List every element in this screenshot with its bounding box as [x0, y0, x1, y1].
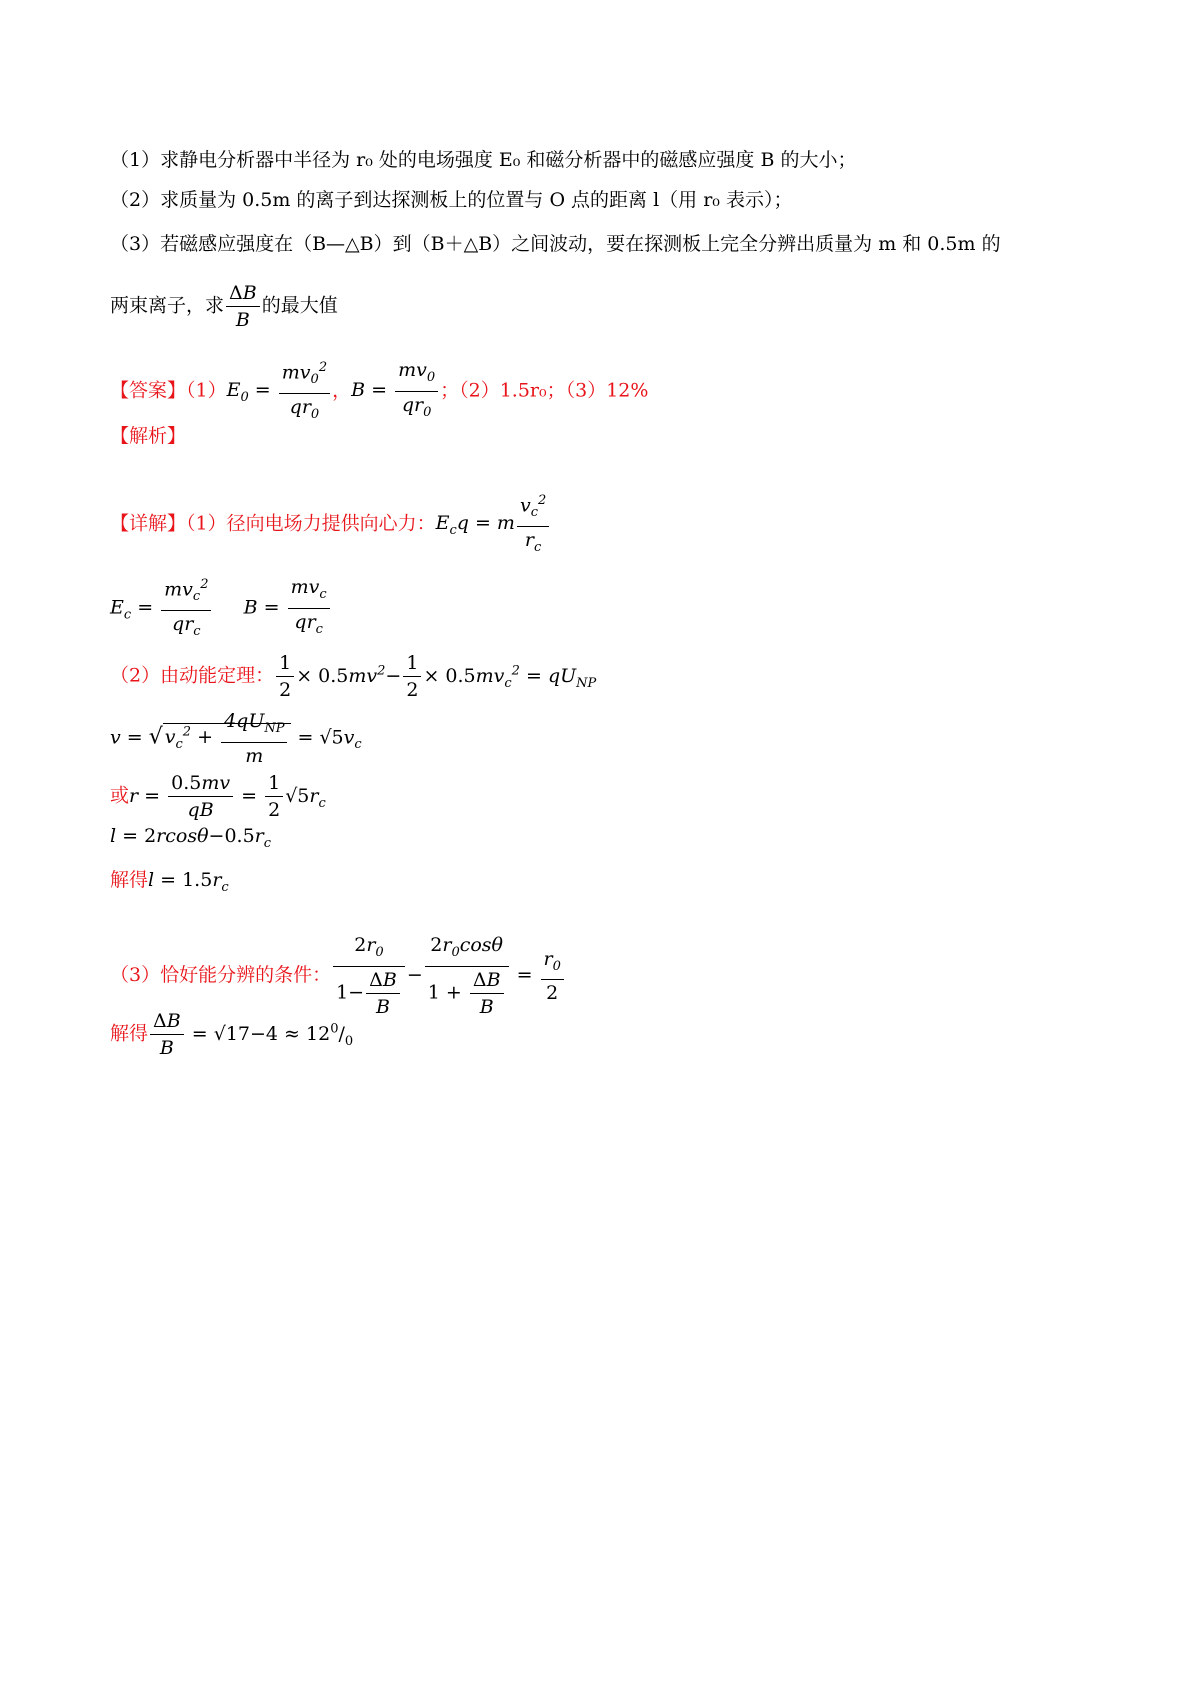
velocity-equation: v = √ $v_c^2$ + $\frac{4qU_{NP}}{m}$ = $√5v_c$: [110, 710, 362, 767]
resolution-condition: $2r_0$ 1− $\frac{\Delta B}{B}$ − $2r_0\cos\theta$ 1 + $\frac{\Delta B}{B}$ = $\frac{r_0}{2}$: [331, 964, 566, 986]
delta-b-over-b-fraction: $\frac{\Delta B}{B}$: [226, 280, 260, 333]
answer-b-formula: B = $\frac{mv_0}{qr_0}$: [351, 379, 440, 401]
detail-step-2-text: （2）由动能定理：: [110, 664, 275, 687]
question-3-line-2: [110, 280, 338, 333]
radius-equation: r = $\frac{0.5mv}{qB}$ = $\frac{1}{2}$ $√5r_c$: [129, 772, 326, 821]
or-label: 或: [110, 784, 130, 807]
answer-e0-formula: $E_0$ = $\frac{mv_0^2}{qr_0}$: [227, 379, 332, 401]
distance-equation: $l = 2rcos\theta-0.5r_c$: [110, 825, 272, 851]
distance-result: $l = 1.5r_c$: [148, 869, 229, 895]
energy-theorem-equation: $\frac{1}{2}$ × $0.5mv^2-$ $\frac{1}{2}$ × $0.5mv_c^2 = qU_{NP}$: [274, 665, 596, 687]
question-2: （2）求质量为 0.5m 的离子到达探测板上的位置与 O 点的距离 l（用 r₀ 表示）；: [110, 189, 793, 211]
question-3-line-1: （3）若磁感应强度在（B—△B）到（B＋△B）之间波动，要在探测板上完全分辨出质量为 m 和 0.5m 的: [110, 233, 1001, 255]
centripetal-equation: $E_cq = m$ $\frac{v_c^2}{r_c}$: [436, 512, 552, 534]
ec-and-b-formulas: $E_c$ = $\frac{mv_c^2}{qr_c}$ B = $\frac{mv_c}{qr_c}$: [110, 572, 332, 645]
detail-step-2: [110, 650, 596, 703]
detail-step-3: [110, 932, 566, 1020]
detail-step-3-text: （3）恰好能分辨的条件：: [110, 963, 332, 986]
solve-label-1: 解得: [110, 869, 149, 891]
solve-label-2: 解得: [110, 1022, 149, 1045]
radius-equation-line: [110, 770, 326, 823]
detail-step-1: [110, 488, 551, 561]
answer-tag: 【答案】: [110, 379, 187, 402]
detail-step-1-text: （1）径向电场力提供向心力：: [186, 512, 436, 535]
answer-line: [110, 355, 648, 428]
solve-distance-line: [110, 866, 229, 902]
detail-tag: 【详解】: [110, 512, 187, 535]
question-1: （1）求静电分析器中半径为 r₀ 处的电场强度 E₀ 和磁分析器中的磁感应强度 B 的大小；: [110, 149, 857, 171]
question-3-prefix: 两束离子，求: [110, 294, 225, 317]
analysis-heading: 【解析】: [110, 425, 187, 447]
answer-rest: ；（2）1.5r₀；（3）12%: [440, 379, 649, 402]
question-3-suffix: 的最大值: [261, 294, 338, 317]
final-result-line: [110, 1008, 353, 1061]
final-result-formula: $\frac{\Delta B}{B}$ = $√17-4 \approx 12^0/_0$: [148, 1023, 353, 1045]
answer-part-1-label: （1）: [186, 379, 227, 402]
answer-separator: ，: [332, 379, 352, 402]
